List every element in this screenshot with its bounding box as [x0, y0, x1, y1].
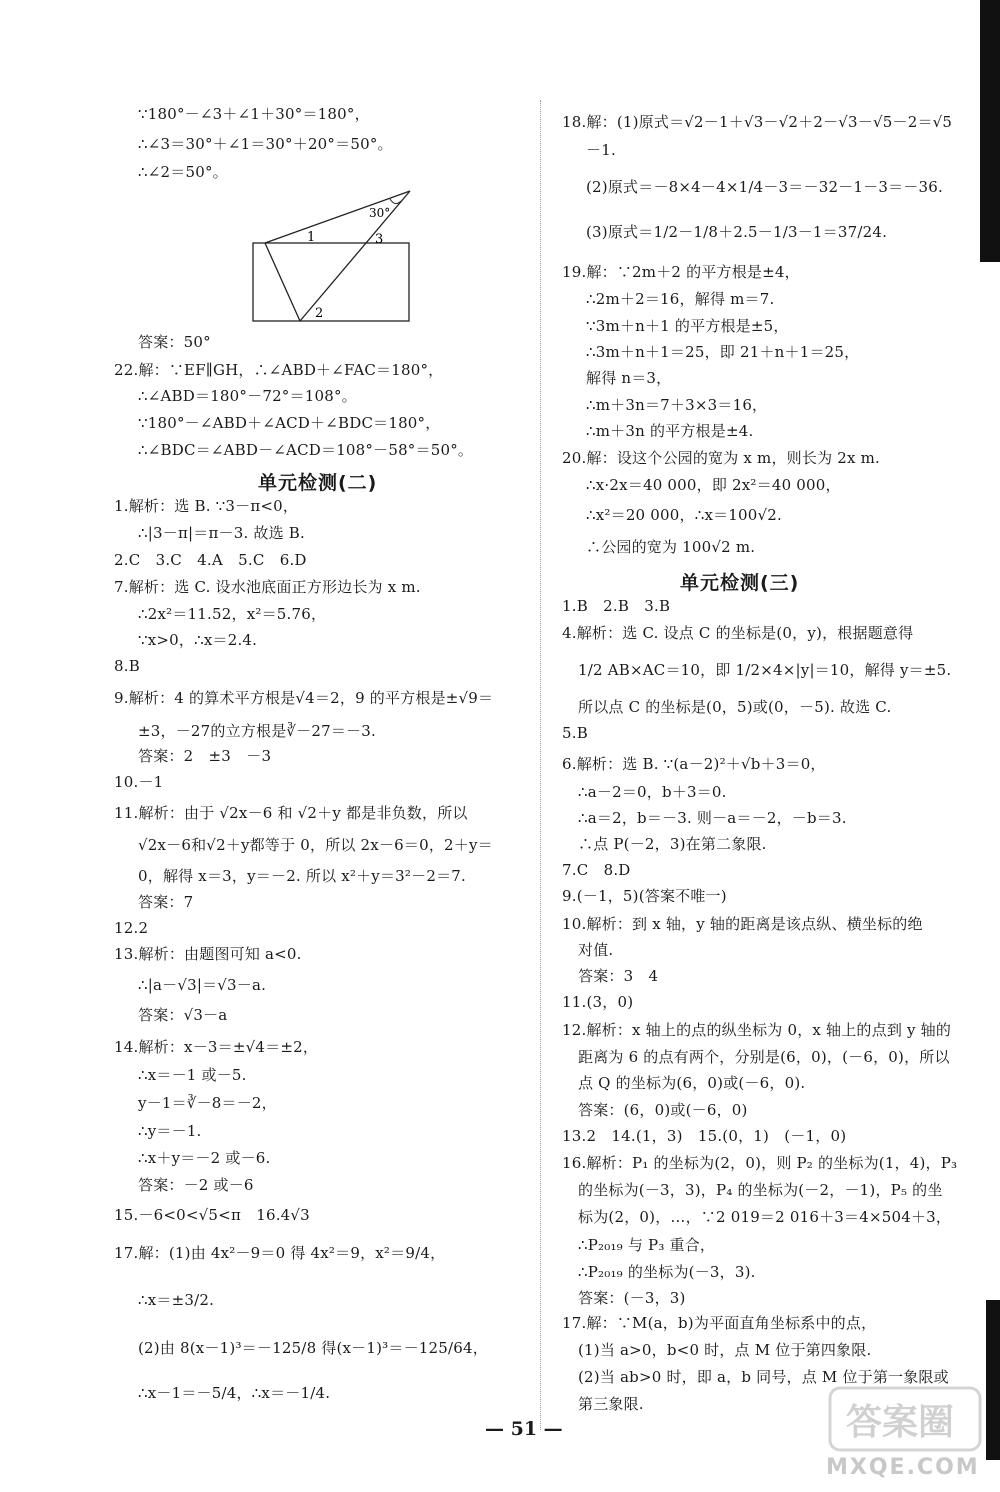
- text-line: 0，解得 x＝3，y＝－2. 所以 x²＋y＝3²－2＝7.: [138, 867, 466, 885]
- text-line: ∴x＝－1 或－5.: [138, 1066, 247, 1084]
- text-line: 4.解析：选 C. 设点 C 的坐标是(0，y)，根据题意得: [562, 624, 914, 642]
- text-line: －1.: [586, 141, 616, 159]
- text-line: 8.B: [114, 657, 140, 675]
- text-line: 点 Q 的坐标为(6，0)或(－6，0).: [578, 1074, 806, 1092]
- angle-number: 3: [375, 232, 384, 247]
- text-line: ∵180°－∠3＋∠1＋30°＝180°，: [138, 105, 370, 123]
- line-segment: [265, 243, 300, 321]
- text-line: ∴y＝－1.: [138, 1122, 202, 1140]
- text-line: ∴P₂₀₁₉ 与 P₃ 重合，: [578, 1236, 716, 1254]
- text-line: 11.解析：由于 √2x－6 和 √2＋y 都是非负数，所以: [114, 804, 468, 822]
- text-line: 13.解析：由题图可知 a<0.: [114, 945, 302, 963]
- text-line: 14.解析：x－3＝±√4＝±2，: [114, 1038, 319, 1056]
- text-line: 2.C 3.C 4.A 5.C 6.D: [114, 551, 307, 569]
- text-line: ∴|3－π|＝π－3. 故选 B.: [138, 524, 305, 542]
- text-line: 12.2: [114, 919, 149, 937]
- angle-number: 1: [307, 230, 316, 245]
- text-line: 答案：√3－a: [138, 1006, 228, 1024]
- geometry-figure: [245, 185, 425, 330]
- text-line: 所以点 C 的坐标是(0，5)或(0，－5). 故选 C.: [578, 698, 892, 716]
- text-line: ∴a＝2，b＝－3. 则－a＝－2，－b＝3.: [578, 809, 847, 827]
- text-line: ∴2m＋2＝16，解得 m＝7.: [586, 290, 775, 308]
- text-line: 17.解：∵M(a，b)为平面直角坐标系中的点，: [562, 1314, 877, 1332]
- text-line: 对值.: [578, 941, 614, 959]
- text-line: 13.2 14.(1，3) 15.(0，1) (－1，0): [562, 1127, 847, 1145]
- text-line: ∴P₂₀₁₉ 的坐标为(－3，3).: [578, 1263, 756, 1281]
- text-line: 答案：－2 或－6: [138, 1176, 254, 1194]
- text-line: 答案：(－3，3): [578, 1289, 686, 1307]
- text-line: ∴x－1＝－5/4，∴x＝－1/4.: [138, 1384, 331, 1402]
- text-line: ∴∠BDC＝∠ABD－∠ACD＝108°－58°＝50°。: [138, 441, 474, 459]
- text-line: ∴2x²＝11.52，x²＝5.76，: [138, 605, 327, 623]
- text-line: ∴a－2＝0，b＋3＝0.: [578, 783, 727, 801]
- text-line: ∴∠2＝50°。: [138, 163, 228, 181]
- text-line: 答案：(6，0)或(－6，0): [578, 1101, 748, 1119]
- text-line: y－1＝∛－8＝－2，: [138, 1094, 277, 1112]
- text-line: 第三象限.: [578, 1395, 644, 1413]
- text-line: (3)原式＝1/2－1/8＋2.5－1/3－1＝37/24.: [586, 223, 888, 241]
- text-line: ∴|a－√3|＝√3－a.: [138, 976, 267, 994]
- text-line: 22.解：∵EF∥GH，∴∠ABD＋∠FAC＝180°，: [114, 361, 444, 379]
- text-line: 6.解析：选 B. ∵(a－2)²＋√b＋3＝0，: [562, 755, 826, 773]
- text-line: 11.(3，0): [562, 993, 634, 1011]
- text-line: (2)当 ab>0 时，即 a，b 同号，点 M 位于第一象限或: [578, 1368, 949, 1386]
- text-line: ∴m＋3n 的平方根是±4.: [586, 422, 754, 440]
- text-line: 12.解析：x 轴上的点的纵坐标为 0，x 轴上的点到 y 轴的: [562, 1021, 952, 1039]
- text-line: ∴公园的宽为 100√2 m.: [586, 538, 756, 556]
- text-line: ∴x·2x＝40 000，即 2x²＝40 000，: [586, 476, 841, 494]
- text-line: 距离为 6 的点有两个，分别是(6，0)，(－6，0)，所以: [578, 1048, 950, 1066]
- text-line: 答案：7: [138, 893, 194, 911]
- section-heading: 单元检测(二): [258, 472, 378, 494]
- text-line: 7.C 8.D: [562, 861, 631, 879]
- text-line: 的坐标为(－3，3)，P₄ 的坐标为(－2，－1)，P₅ 的坐: [578, 1181, 943, 1199]
- text-line: √2x－6和√2＋y都等于 0，所以 2x－6＝0，2＋y＝: [138, 836, 493, 854]
- text-line: 16.解析：P₁ 的坐标为(2，0)，则 P₂ 的坐标为(1，4)，P₃: [562, 1154, 958, 1172]
- watermark-site: MXQE.COM: [826, 1455, 980, 1480]
- text-line: 15.－6<0<√5<π 16.4√3: [114, 1206, 310, 1224]
- text-line: ∴m＋3n＝7＋3×3＝16，: [586, 396, 768, 414]
- text-line: 1.B 2.B 3.B: [562, 597, 671, 615]
- text-line: 10.－1: [114, 773, 164, 791]
- text-line: 标为(2，0)，…，∵2 019＝2 016＋3＝4×504＋3，: [578, 1208, 952, 1226]
- text-line: 17.解：(1)由 4x²－9＝0 得 4x²＝9，x²＝9/4，: [114, 1244, 446, 1262]
- text-line: ∴点 P(－2，3)在第二象限.: [578, 835, 767, 853]
- text-line: 9.(－1，5)(答案不唯一): [562, 887, 727, 905]
- page-number: — 51 —: [485, 1418, 563, 1440]
- text-line: ∴∠ABD＝180°－72°＝108°。: [138, 387, 357, 405]
- angle-label: 30°: [369, 206, 391, 220]
- text-line: ∴x＋y＝－2 或－6.: [138, 1149, 271, 1167]
- text-line: 答案：50°: [138, 333, 211, 351]
- text-line: 10.解析：到 x 轴，y 轴的距离是该点纵、横坐标的绝: [562, 915, 923, 933]
- rectangle-shape: [253, 243, 409, 321]
- text-line: 解得 n＝3，: [586, 369, 672, 387]
- text-line: ∵180°－∠ABD＋∠ACD＋∠BDC＝180°，: [138, 414, 441, 432]
- svg-text:答案圈: 答案圈: [846, 1401, 955, 1443]
- text-line: 1.解析：选 B. ∵3－π<0，: [114, 497, 299, 515]
- text-line: 20.解：设这个公园的宽为 x m，则长为 2x m.: [562, 449, 881, 467]
- text-line: 7.解析：选 C. 设水池底面正方形边长为 x m.: [114, 578, 421, 596]
- text-line: (1)当 a>0，b<0 时，点 M 位于第四象限.: [578, 1341, 872, 1359]
- right-column: [540, 0, 1000, 1492]
- text-line: ∵3m＋n＋1 的平方根是±5，: [586, 317, 789, 335]
- angle-number: 2: [315, 306, 324, 321]
- text-line: 18.解：(1)原式＝√2－1＋√3－√2＋2－√3－√5－2＝√5: [562, 113, 953, 131]
- text-line: 答案：3 4: [578, 967, 659, 985]
- text-line: ∵x>0，∴x＝2.4.: [138, 631, 258, 649]
- text-line: (2)原式＝－8×4－4×1/4－3＝－32－1－3＝－36.: [586, 178, 943, 196]
- text-line: 1/2 AB×AC＝10，即 1/2×4×|y|＝10，解得 y＝±5.: [578, 661, 952, 679]
- text-line: (2)由 8(x－1)³＝－125/8 得(x－1)³＝－125/64，: [138, 1339, 488, 1357]
- text-line: 答案：2 ±3 －3: [138, 747, 272, 765]
- text-line: 19.解：∵2m＋2 的平方根是±4，: [562, 263, 800, 281]
- text-line: ∴3m＋n＋1＝25，即 21＋n＋1＝25，: [586, 343, 860, 361]
- text-line: ±3，－27的立方根是∛－27＝－3.: [138, 722, 376, 740]
- angle-arc: [390, 199, 401, 204]
- text-line: ∴x＝±3/2.: [138, 1291, 215, 1309]
- text-line: ∴∠3＝30°＋∠1＝30°＋20°＝50°。: [138, 135, 393, 153]
- text-line: 9.解析：4 的算术平方根是√4＝2，9 的平方根是±√9＝: [114, 689, 494, 707]
- text-line: ∴x²＝20 000，∴x＝100√2.: [586, 506, 783, 524]
- section-heading: 单元检测(三): [680, 572, 800, 594]
- text-line: 5.B: [562, 724, 588, 742]
